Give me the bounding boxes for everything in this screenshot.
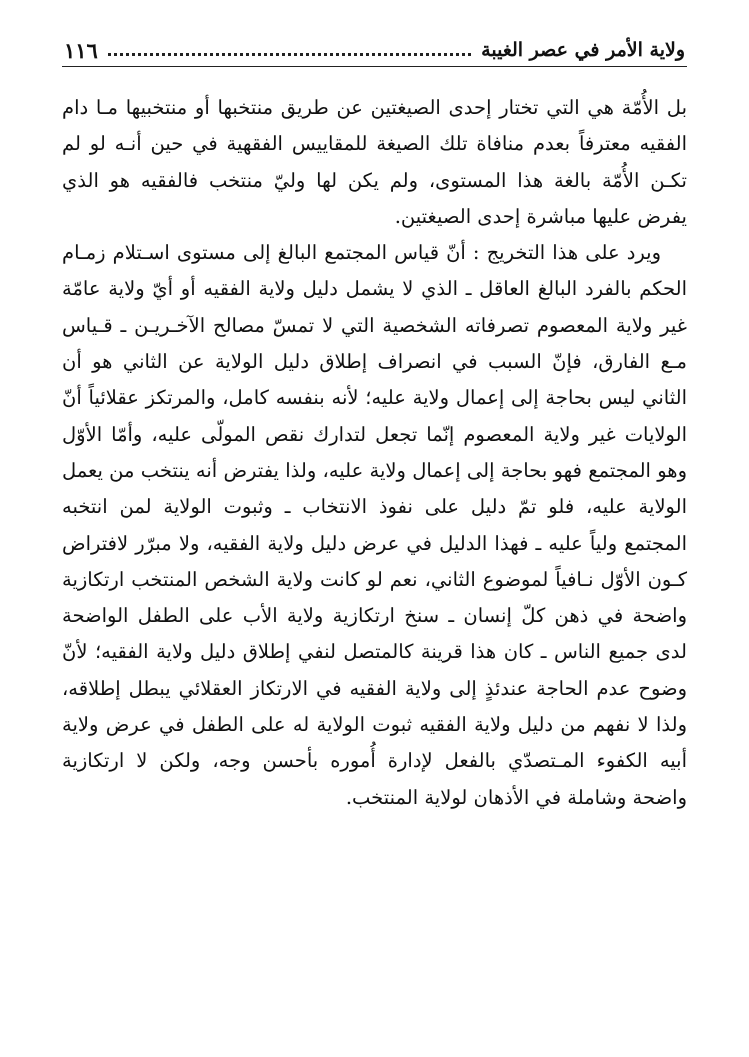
- running-header: [64, 32, 685, 68]
- page-number: ١١٦: [64, 37, 98, 63]
- paragraph: بل الأُمّة هي التي تختار إحدى الصيغتين عن طريق منتخبها أو منتخبيها مـا دام الفقيه معترفاً بعدم منافاة تلك الصيغة للمقاييس الفقهية في حين أنـه لو لم تكـن الأُمّة بالغة هذا المستوى، ولم يكن لها وليّ منتخب فالفقيه هو الذي يفرض عليها مباشرة إحدى الصيغتين.: [62, 96, 687, 228]
- body-text: [62, 90, 687, 816]
- leader-dots: [108, 45, 471, 56]
- running-title: ولاية الأمر في عصر الغيبة: [481, 39, 685, 61]
- header-rule: [62, 66, 687, 67]
- paragraph: ويرد على هذا التخريج : أنّ قياس المجتمع البالغ إلى مستوى اسـتلام زمـام الحكم بالفرد البالغ العاقل ـ الذي لا يشمل دليل ولاية الفقيه أو أيّ ولاية عامّة غير ولاية المعصوم تصرفاته الشخصية التي لا تمسّ مصالح الآخـريـن ـ قـياس مـع الفارق، فإنّ السبب في انصراف إطلاق دليل الولاية عن الثاني هو أن الثاني ليس بحاجة إلى إعمال ولاية عليه؛ لأنه بنفسه كامل، والمرتكز عقلائياً أنّ الولايات غير ولاية المعصوم إنّما تجعل لتدارك نقص المولّى عليه، وأمّا الأوّل وهو المجتمع فهو بحاجة إلى إعمال ولاية عليه، ولذا يفترض أنه ينتخب من يعمل الولاية عليه، فلو تمّ دليل على نفوذ الانتخاب ـ وثبوت الولاية لمن انتخبه المجتمع ولياً عليه ـ فهذا الدليل في عرض دليل ولاية الفقيه، ولا مبرّر لافتراض كـون الأوّل نـافياً لموضوع الثاني، نعم لو كانت ولاية الشخص المنتخب ارتكازية واضحة في ذهن كلّ إنسان ـ سنخ ارتكازية ولاية الأب على الطفل الواضحة لدى جميع الناس ـ كان هذا قرينة كالمتصل لنفي إطلاق دليل ولاية الفقيه؛ لأنّ وضوح عدم الحاجة عندئذٍ إلى ولاية الفقيه في الارتكاز العقلائي يبطل إطلاقه، ولذا لا نفهم من دليل ولاية الفقيه ثبوت الولاية له على الطفل في عرض ولاية أبيه الكفوء المـتصدّي بالفعل لإدارة أُموره بأحسن وجه، ولكن لا ارتكازية واضحة وشاملة في الأذهان لولاية المنتخب.: [62, 241, 687, 809]
